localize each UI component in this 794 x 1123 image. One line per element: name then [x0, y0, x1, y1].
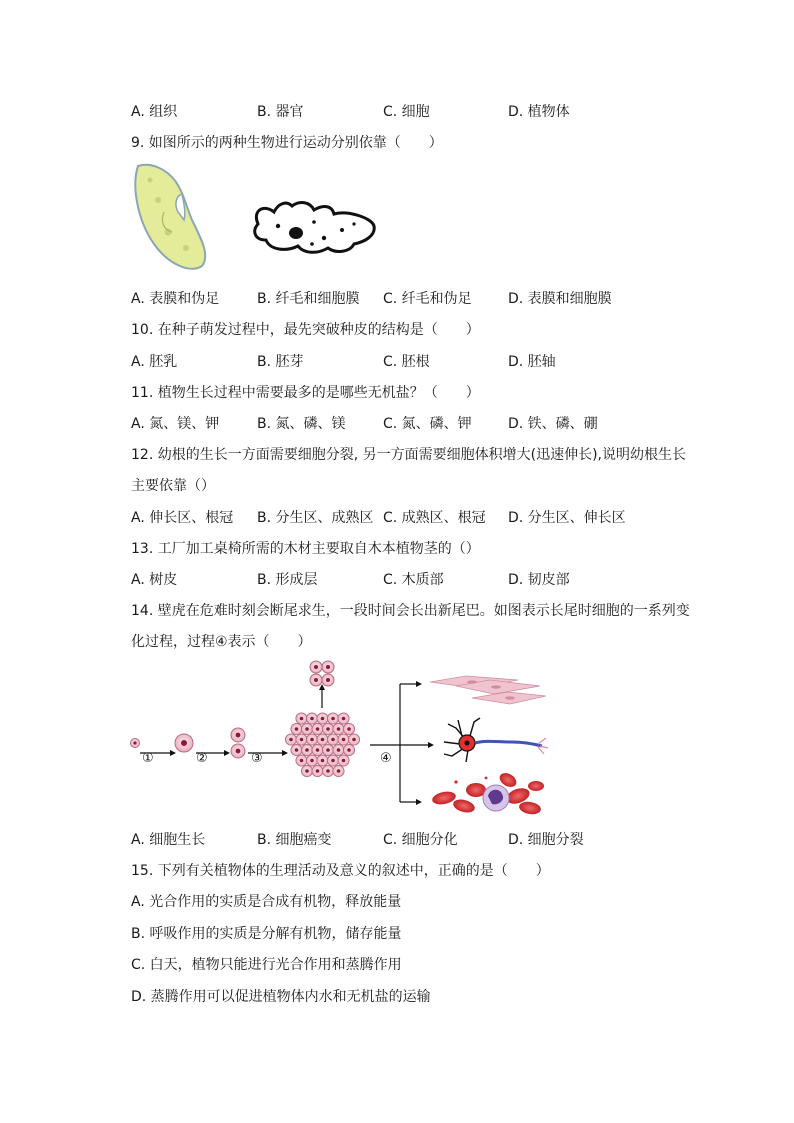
cluster-cell-nucleus — [342, 759, 346, 763]
cluster-cell-nucleus — [305, 769, 309, 773]
q8-option-c[interactable]: C. 细胞 — [383, 104, 430, 120]
q11-option-b[interactable]: B. 氮、磷、镁 — [257, 416, 346, 432]
q11-option-d[interactable]: D. 铁、磷、硼 — [508, 416, 598, 432]
cluster-cell-nucleus — [310, 759, 314, 763]
cluster-cell-nucleus — [316, 769, 320, 773]
q13-option-b[interactable]: B. 形成层 — [257, 572, 318, 588]
label-process-1: ① — [142, 751, 154, 766]
q12-option-c[interactable]: C. 成熟区、根冠 — [383, 510, 486, 526]
cell-cluster — [285, 713, 359, 777]
cluster-cell-nucleus — [300, 717, 304, 721]
q11-option-c[interactable]: C. 氮、磷、钾 — [383, 416, 472, 432]
q10-stem: 10. 在种子萌发过程中，最先突破种皮的结构是（ ） — [131, 322, 480, 338]
cluster-cell-nucleus — [326, 748, 330, 752]
q11-option-a[interactable]: A. 氮、镁、钾 — [131, 416, 220, 432]
q12-stem-line1: 12. 幼根的生长一方面需要细胞分裂, 另一方面需要细胞体积增大(迅速伸长),说明幼根生长 — [131, 447, 686, 463]
q14-figure — [126, 656, 550, 824]
label-process-4: ④ — [380, 751, 392, 766]
q14-option-b[interactable]: B. 细胞癌变 — [257, 832, 332, 848]
cluster-cell-nucleus — [300, 759, 304, 763]
q15-option-c[interactable]: C. 白天，植物只能进行光合作用和蒸腾作用 — [131, 957, 402, 973]
q14-stem-line1: 14. 壁虎在危难时刻会断尾求生，一段时间会长出新尾巴。如图表示长尾时细胞的一系列变 — [131, 603, 690, 619]
label-process-3: ③ — [251, 751, 263, 766]
q9-option-c[interactable]: C. 纤毛和伪足 — [383, 291, 472, 307]
q12-option-d[interactable]: D. 分生区、伸长区 — [508, 510, 626, 526]
q9-options — [131, 289, 651, 309]
cluster-cell-nucleus — [305, 727, 309, 731]
paramecium-drawing — [135, 165, 205, 269]
q15-stem: 15. 下列有关植物体的生理活动及意义的叙述中，正确的是（ ） — [131, 863, 550, 879]
q8-option-b[interactable]: B. 器官 — [257, 104, 304, 120]
four-cells-group — [310, 661, 334, 686]
q9-option-b[interactable]: B. 纤毛和细胞膜 — [257, 291, 360, 307]
cluster-cell-nucleus — [305, 748, 309, 752]
neuron-drawing — [444, 718, 548, 762]
q9-option-a[interactable]: A. 表膜和伪足 — [131, 291, 220, 307]
q13-option-c[interactable]: C. 木质部 — [383, 572, 444, 588]
q10-option-d[interactable]: D. 胚轴 — [508, 354, 556, 370]
q10-option-c[interactable]: C. 胚根 — [383, 354, 430, 370]
q15-option-a[interactable]: A. 光合作用的实质是合成有机物，释放能量 — [131, 894, 402, 910]
cluster-cell-nucleus — [321, 738, 325, 742]
label-process-2: ② — [196, 751, 208, 766]
cluster-cell-nucleus — [310, 738, 314, 742]
q8-option-d[interactable]: D. 植物体 — [508, 104, 570, 120]
q8-option-a[interactable]: A. 组织 — [131, 104, 178, 120]
cluster-cell-nucleus — [337, 727, 341, 731]
cluster-cell-nucleus — [326, 769, 330, 773]
q12-option-b[interactable]: B. 分生区、成熟区 — [257, 510, 374, 526]
cluster-cell-nucleus — [300, 738, 304, 742]
q14-option-d[interactable]: D. 细胞分裂 — [508, 832, 584, 848]
q12-option-a[interactable]: A. 伸长区、根冠 — [131, 510, 234, 526]
cluster-cell-nucleus — [289, 738, 293, 742]
cluster-cell-nucleus — [295, 748, 299, 752]
q9-stem: 9. 如图所示的两种生物进行运动分别依靠（ ） — [131, 135, 443, 151]
cluster-cell-nucleus — [321, 717, 325, 721]
q15-option-b[interactable]: B. 呼吸作用的实质是分解有机物，储存能量 — [131, 926, 402, 942]
q12-stem-line2: 主要依靠（） — [131, 478, 215, 494]
q9-figure — [128, 160, 388, 280]
cluster-cell-nucleus — [316, 727, 320, 731]
q8-options — [131, 102, 651, 122]
cluster-cell-nucleus — [347, 748, 351, 752]
cluster-cell-nucleus — [331, 738, 335, 742]
q10-options — [131, 352, 651, 372]
cluster-cell-nucleus — [295, 727, 299, 731]
q14-stem-line2: 化过程，过程④表示（ ） — [131, 634, 312, 650]
cluster-cell-nucleus — [342, 738, 346, 742]
cluster-cell-nucleus — [326, 727, 330, 731]
q14-options — [131, 830, 651, 850]
amoeba-drawing — [255, 203, 374, 253]
q14-option-a[interactable]: A. 细胞生长 — [131, 832, 206, 848]
cluster-cell-nucleus — [316, 748, 320, 752]
branch-arrows — [400, 684, 428, 802]
q12-options — [131, 508, 651, 528]
cluster-cell-nucleus — [347, 727, 351, 731]
cluster-cell-nucleus — [331, 717, 335, 721]
cluster-cell-nucleus — [337, 748, 341, 752]
q11-stem: 11. 植物生长过程中需要最多的是哪些无机盐？（ ） — [131, 385, 480, 401]
cluster-cell-nucleus — [342, 717, 346, 721]
q11-options — [131, 414, 651, 434]
cluster-cell-nucleus — [337, 769, 341, 773]
q13-stem: 13. 工厂加工桌椅所需的木材主要取自木本植物茎的（） — [131, 541, 480, 557]
q13-option-d[interactable]: D. 韧皮部 — [508, 572, 570, 588]
cluster-cell-nucleus — [321, 759, 325, 763]
cluster-cell-nucleus — [310, 717, 314, 721]
q9-option-d[interactable]: D. 表膜和细胞膜 — [508, 291, 612, 307]
q10-option-b[interactable]: B. 胚芽 — [257, 354, 304, 370]
q10-option-a[interactable]: A. 胚乳 — [131, 354, 178, 370]
q13-option-a[interactable]: A. 树皮 — [131, 572, 178, 588]
q15-option-d[interactable]: D. 蒸腾作用可以促进植物体内水和无机盐的运输 — [131, 989, 431, 1005]
cluster-cell-nucleus — [331, 759, 335, 763]
cluster-cell-nucleus — [352, 738, 356, 742]
q13-options — [131, 570, 651, 590]
muscle-tissue-drawing — [430, 676, 546, 704]
q14-option-c[interactable]: C. 细胞分化 — [383, 832, 458, 848]
blood-cells-drawing — [431, 770, 544, 816]
